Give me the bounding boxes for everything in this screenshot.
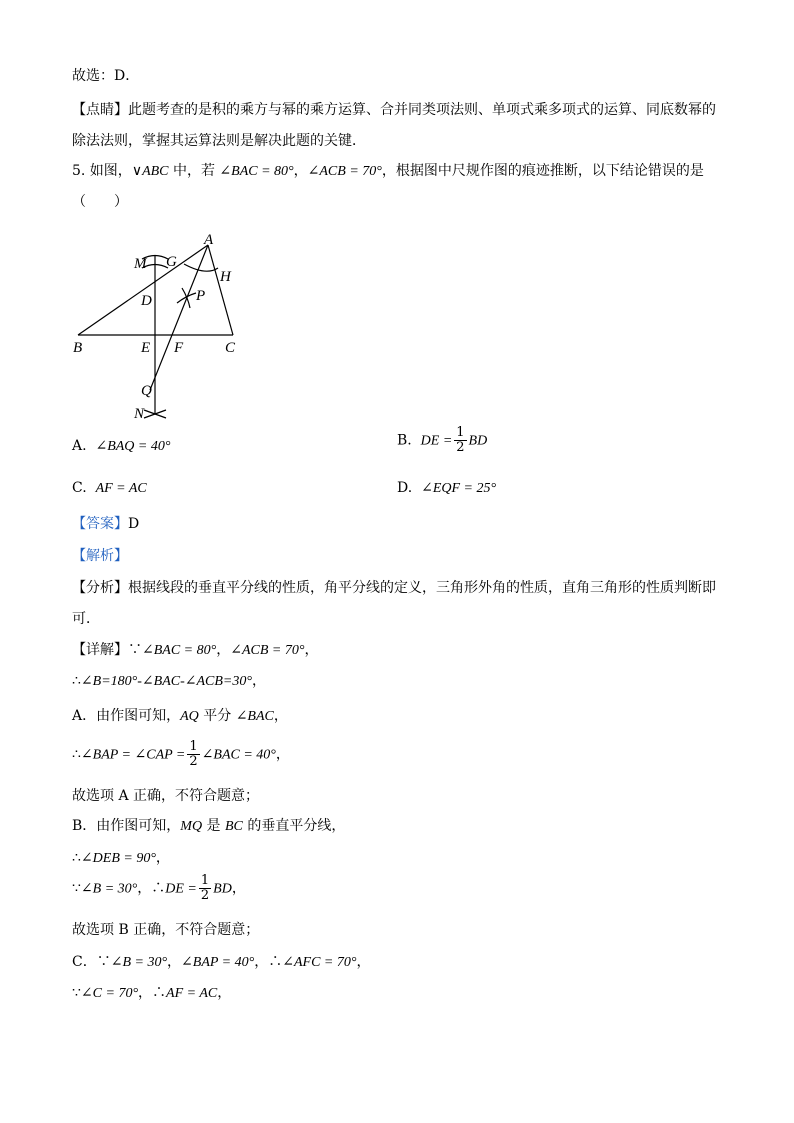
math: ∠BAC = 80°: [142, 643, 217, 658]
fraction: [187, 740, 199, 769]
math: AF = AC: [166, 986, 218, 1001]
math: ∠B = 30°: [80, 881, 138, 897]
text: B．由作图可知，: [72, 818, 181, 834]
text: ，: [217, 985, 232, 1001]
triangle-symbol: ∨: [131, 163, 143, 179]
label-h: H: [220, 269, 231, 285]
label-m: M: [134, 256, 147, 272]
text: ∴: [72, 850, 81, 866]
option-math: ∠BAQ = 40°: [95, 439, 171, 454]
numerator: 1: [456, 425, 465, 440]
detail-line-6: [72, 816, 345, 837]
text: 5. 如图，: [72, 163, 132, 179]
option-a: [72, 436, 170, 457]
option-d: [397, 478, 496, 499]
question-paren: [72, 192, 128, 212]
option-b: [397, 426, 487, 455]
option-math: ∠EQF = 25°: [421, 481, 497, 496]
text: ，: [356, 954, 371, 970]
text: 可．: [72, 611, 100, 627]
math: DE =: [165, 881, 197, 897]
label-b: B: [73, 340, 83, 356]
fraction: [454, 426, 466, 455]
text: ，: [216, 642, 231, 658]
answer-line: [72, 514, 139, 534]
label-q: Q: [141, 383, 152, 399]
option-label: C.: [72, 480, 87, 496]
analysis-tag-line: [72, 546, 128, 566]
geometry-figure: [70, 228, 270, 428]
tag-fenxi: 【分析】: [72, 580, 128, 596]
tag-dianjing: 【点睛】: [72, 102, 128, 118]
text: 故选项 A 正确，不符合题意；: [72, 788, 260, 804]
detail-line-10: [72, 952, 370, 973]
option-label: B.: [397, 432, 412, 449]
arc-mark-p2: [182, 288, 190, 308]
math: ∠ACB = 70°: [307, 164, 382, 179]
text: 故选项 B 正确，不符合题意；: [72, 922, 260, 938]
text: ∴: [72, 746, 81, 763]
math: ∠DEB = 90°: [80, 851, 156, 866]
label-d: D: [141, 293, 152, 309]
text: C．∵: [72, 954, 111, 970]
answer-value: D: [128, 516, 140, 532]
text: ，: [304, 642, 319, 658]
fraction: [199, 874, 211, 903]
text-line-1: [72, 66, 139, 86]
option-math: DE =: [420, 433, 453, 449]
label-c: C: [225, 340, 236, 356]
text-line-2: [72, 100, 716, 120]
math: ∠B=180°-∠BAC-∠ACB=30°: [80, 674, 252, 689]
math: ∠BAC = 40°: [201, 747, 276, 763]
option-label: D.: [397, 480, 413, 496]
text: ，根据图中尺规作图的痕迹推断，以下结论错误的是: [381, 163, 704, 179]
label-a: A: [204, 232, 214, 248]
denominator: 2: [456, 440, 465, 455]
analysis-line-2: [72, 609, 100, 629]
detail-line-2: [72, 671, 266, 692]
denominator: 2: [200, 888, 210, 903]
analysis-line-1: [72, 578, 716, 598]
math: ∠BAC = 80°: [219, 164, 294, 179]
text: 【详解】∵: [72, 642, 142, 658]
text: ，: [231, 880, 246, 897]
math: AQ: [180, 709, 199, 724]
text-line-3: [72, 131, 366, 151]
numerator: 1: [200, 873, 210, 888]
text: ，∴: [138, 985, 167, 1001]
text: 是: [202, 818, 225, 834]
numerator: 1: [189, 739, 198, 754]
math: ∠BAC: [235, 709, 274, 724]
math: ∠BAP = 40°: [181, 955, 255, 970]
text: 中，若: [168, 163, 220, 179]
math: ∠B = 30°: [110, 955, 168, 970]
label-f: F: [174, 340, 184, 356]
math: ∠ACB = 70°: [230, 643, 305, 658]
answer-tag: 【答案】: [72, 516, 128, 532]
text: 故选：D．: [72, 68, 140, 84]
analysis-tag: 【解析】: [72, 548, 128, 564]
option-c: [72, 478, 147, 499]
math: BD: [213, 881, 232, 897]
text: 的垂直平分线，: [242, 818, 346, 834]
text: ，∴: [254, 954, 283, 970]
label-n: N: [134, 406, 145, 422]
detail-line-5: [72, 786, 259, 806]
text: ∵: [72, 880, 81, 897]
option-math: BD: [468, 433, 488, 449]
text: ∵: [72, 985, 81, 1001]
text: ，: [167, 954, 182, 970]
text: 此题考查的是积的乘方与幂的乘方运算、合并同类项法则、单项式乘多项式的运算、同底数幂的: [128, 102, 716, 118]
text: ∴: [72, 673, 81, 689]
label-e: E: [141, 340, 151, 356]
denominator: 2: [189, 754, 198, 769]
text: ，∴: [137, 880, 166, 897]
segment-ac: [208, 245, 233, 335]
text: ，: [155, 850, 170, 866]
math: ∠BAP = ∠CAP =: [80, 747, 186, 763]
option-math: AF = AC: [95, 481, 147, 496]
math: ∠AFC = 70°: [282, 955, 357, 970]
label-g: G: [166, 254, 177, 270]
label-p: P: [196, 288, 206, 304]
arc-gh: [184, 264, 218, 271]
math: BC: [224, 819, 243, 834]
detail-line-11: [72, 983, 231, 1004]
detail-line-1: [72, 640, 318, 661]
text: ，: [251, 673, 266, 689]
detail-line-4: [72, 740, 290, 769]
math: ∠C = 70°: [80, 986, 139, 1001]
question-5: [72, 161, 704, 182]
text: ，: [273, 708, 288, 724]
text: ，: [293, 163, 308, 179]
text: ，: [275, 746, 290, 763]
detail-line-9: [72, 920, 259, 940]
text: 平分: [198, 708, 236, 724]
option-label: A.: [72, 438, 87, 454]
detail-line-7: [72, 848, 170, 869]
math: ABC: [142, 164, 169, 179]
text: A．由作图可知，: [72, 708, 181, 724]
text: （ ）: [72, 194, 128, 210]
line-aq: [150, 245, 208, 390]
detail-line-8: [72, 874, 246, 903]
math: MQ: [180, 819, 203, 834]
text: 根据线段的垂直平分线的性质，角平分线的定义，三角形外角的性质，直角三角形的性质判断即: [128, 580, 716, 596]
detail-line-3: [72, 706, 288, 727]
text: 除法法则，掌握其运算法则是解决此题的关键．: [72, 133, 366, 149]
